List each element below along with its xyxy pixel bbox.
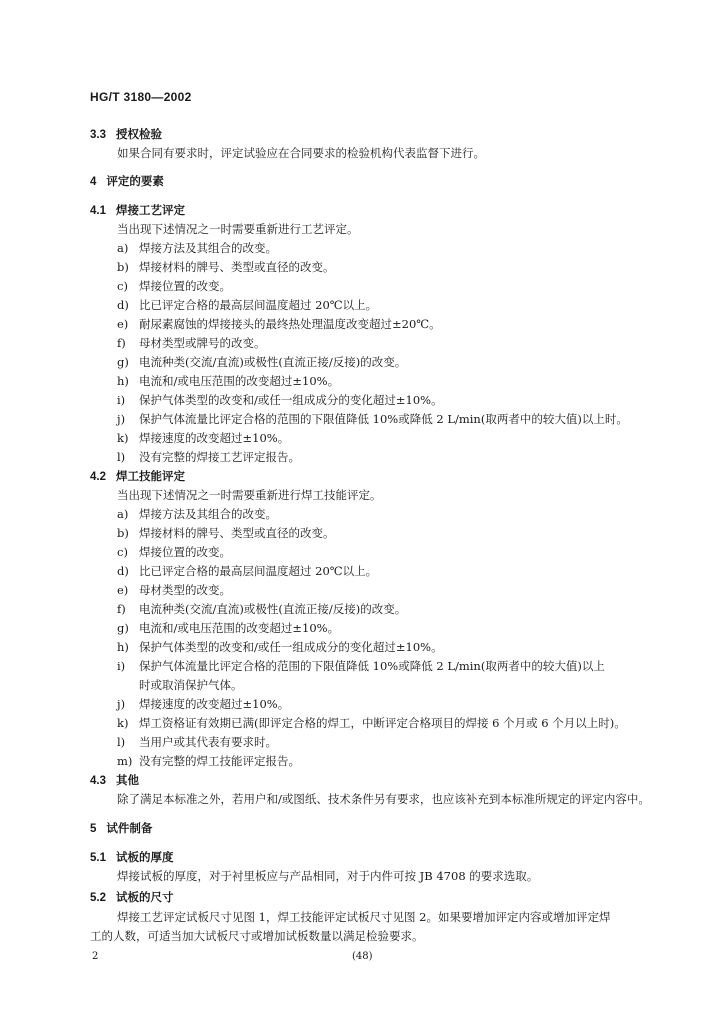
section-4-3-heading: [90, 773, 139, 789]
list-item: h) 电流和/或电压范围的改变超过±10%。: [117, 374, 340, 388]
section-title: 试件制备: [106, 821, 153, 835]
list-item: e) 母材类型的改变。: [117, 583, 231, 597]
section-4-3-body: 除了满足本标准之外，若用户和/或图纸、技术条件另有要求，也应该补充到本标准所规定的评定内容中。: [117, 792, 650, 806]
list-item-continuation: 时或取消保护气体。: [139, 678, 243, 692]
list-item: l) 当用户或其代表有要求时。: [117, 735, 277, 749]
section-title: 其他: [116, 773, 139, 787]
list-item: i) 保护气体类型的改变和/或任一组成成分的变化超过±10%。: [117, 393, 443, 407]
list-item: k) 焊接速度的改变超过±10%。: [117, 431, 290, 445]
section-4-1-heading: [90, 203, 185, 219]
section-5-heading: [90, 821, 152, 837]
list-item: b) 焊接材料的牌号、类型或直径的改变。: [117, 526, 335, 540]
section-5-1-body: 焊接试板的厚度，对于衬里板应与产品相同，对于内件可按 JB 4708 的要求选取。: [117, 869, 539, 883]
list-item: d) 比已评定合格的最高层间温度超过 20℃以上。: [117, 298, 378, 312]
list-item: i) 保护气体流量比评定合格的范围的下限值降低 10%或降低 2 L/min(取两者中的较大值)以上: [117, 659, 605, 673]
list-item: d) 比已评定合格的最高层间温度超过 20℃以上。: [117, 564, 378, 578]
section-title: 授权检验: [116, 127, 162, 141]
list-item: k) 焊工资格证有效期已满(即评定合格的焊工，中断评定合格项目的焊接 6 个月或 6 个月以上时)。: [117, 716, 626, 730]
list-item: a) 焊接方法及其组合的改变。: [117, 507, 277, 521]
list-item: j) 焊接速度的改变超过±10%。: [117, 697, 290, 711]
section-number: 4.2: [90, 471, 106, 483]
footer-sequence-number: (48): [352, 951, 373, 962]
section-title: 评定的要素: [106, 174, 164, 188]
section-5-2-body-line-2: 工的人数，可适当加大试板尺寸或增加试板数量以满足检验要求。: [90, 929, 424, 943]
section-title: 焊工技能评定: [116, 469, 185, 483]
section-5-2-body-line-1: 焊接工艺评定试板尺寸见图 1，焊工技能评定试板尺寸见图 2。如果要增加评定内容或增加评定焊: [117, 910, 611, 924]
section-number: 4.3: [90, 775, 106, 787]
list-item: c) 焊接位置的改变。: [117, 545, 231, 559]
section-number: 5: [90, 823, 97, 835]
section-4-heading: [90, 174, 164, 190]
standard-code: HG/T 3180—2002: [90, 90, 192, 104]
section-4-1-intro: 当出现下述情况之一时需要重新进行工艺评定。: [117, 222, 359, 236]
section-number: 4.1: [90, 205, 106, 217]
section-number: 5.2: [90, 892, 106, 904]
section-title: 焊接工艺评定: [116, 203, 185, 217]
list-item: g) 电流种类(交流/直流)或极性(直流正接/反接)的改变。: [117, 355, 407, 369]
section-number: 4: [90, 176, 97, 188]
list-item: f) 电流种类(交流/直流)或极性(直流正接/反接)的改变。: [117, 602, 407, 616]
section-3-3-body: 如果合同有要求时，评定试验应在合同要求的检验机构代表监督下进行。: [117, 146, 485, 160]
section-5-1-heading: [90, 850, 174, 866]
section-number: 5.1: [90, 852, 106, 864]
list-item: h) 保护气体类型的改变和/或任一组成成分的变化超过±10%。: [117, 640, 443, 654]
list-item: c) 焊接位置的改变。: [117, 279, 231, 293]
list-item: m) 没有完整的焊工技能评定报告。: [117, 754, 300, 768]
list-item: a) 焊接方法及其组合的改变。: [117, 241, 277, 255]
section-3-3-heading: [90, 127, 162, 143]
section-5-2-heading: [90, 890, 174, 906]
section-title: 试板的尺寸: [116, 890, 174, 904]
section-title: 试板的厚度: [116, 850, 174, 864]
section-number: 3.3: [90, 129, 106, 141]
list-item: e) 耐尿素腐蚀的焊接接头的最终热处理温度改变超过±20℃。: [117, 317, 441, 331]
list-item: l) 没有完整的焊接工艺评定报告。: [117, 450, 300, 464]
list-item: b) 焊接材料的牌号、类型或直径的改变。: [117, 260, 335, 274]
page-number: 2: [92, 951, 99, 962]
section-4-2-heading: [90, 469, 185, 485]
list-item: j) 保护气体流量比评定合格的范围的下限值降低 10%或降低 2 L/min(取两者中的较大值)以上时。: [117, 412, 628, 426]
section-4-2-intro: 当出现下述情况之一时需要重新进行焊工技能评定。: [117, 488, 382, 502]
list-item: g) 电流和/或电压范围的改变超过±10%。: [117, 621, 340, 635]
list-item: f) 母材类型或牌号的改变。: [117, 336, 266, 350]
